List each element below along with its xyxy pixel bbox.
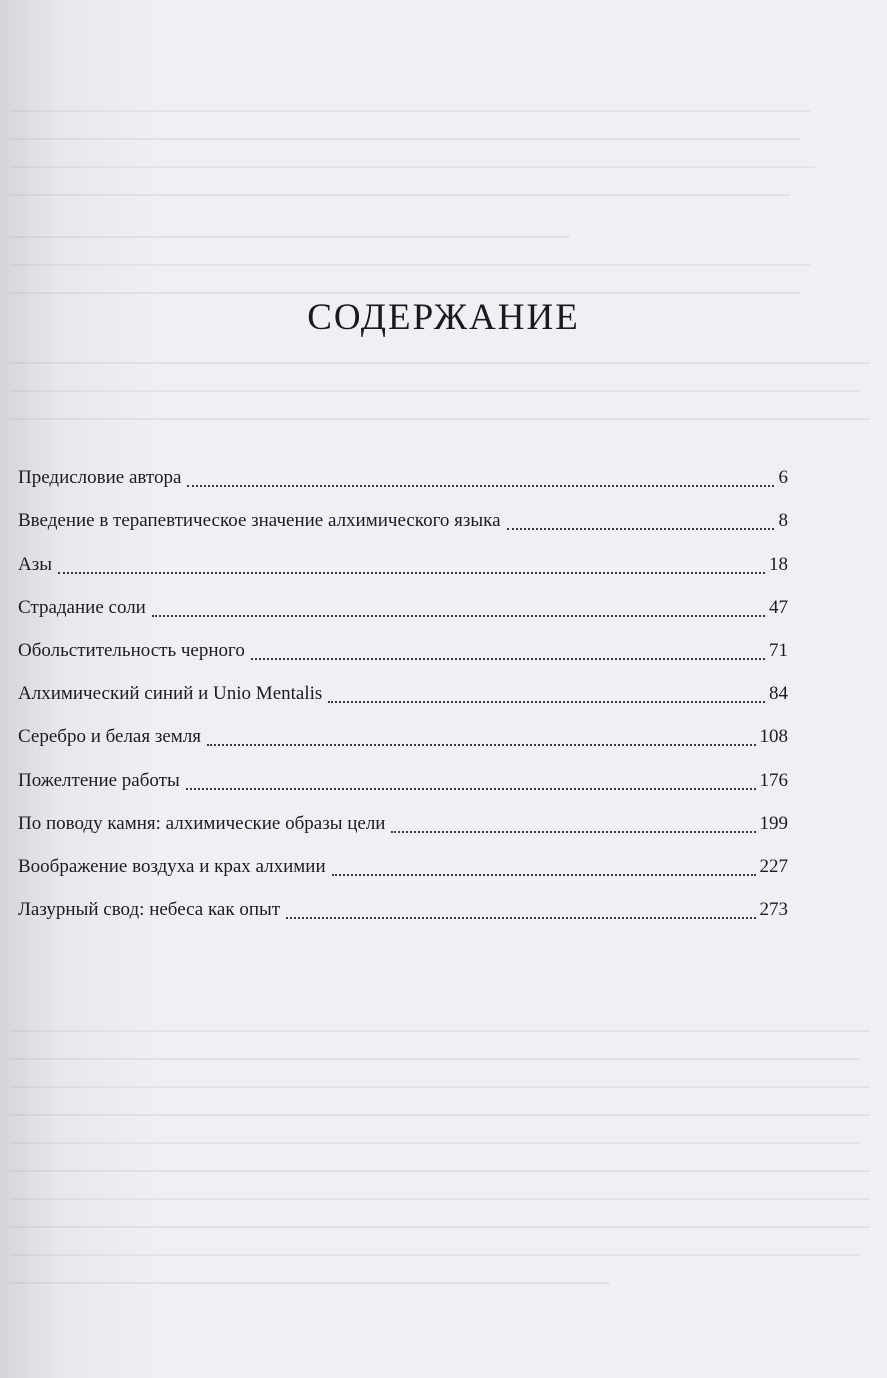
toc-entry-title: Предисловие автора: [18, 467, 182, 489]
toc-entry[interactable]: [18, 796, 788, 839]
dot-leader: [186, 788, 756, 790]
toc-entry[interactable]: [18, 709, 788, 752]
toc-entry-page: 18: [769, 553, 788, 575]
toc-entry[interactable]: [18, 882, 788, 925]
toc-entry[interactable]: [18, 536, 788, 579]
toc-entry-title: По поводу камня: алхимические образы цели: [18, 812, 386, 834]
dot-leader: [207, 744, 755, 746]
toc-entry-title: Серебро и белая земля: [18, 726, 202, 748]
toc-entry-title: Лазурный свод: небеса как опыт: [18, 899, 281, 921]
toc-entry-title: Обольстительность черного: [18, 639, 245, 661]
toc-entry-title: Алхимический синий и Unio Mentalis: [18, 683, 323, 705]
toc-entry[interactable]: [18, 450, 788, 493]
toc-entry-page: 84: [769, 683, 788, 705]
toc-entry-title: Пожелтение работы: [18, 769, 180, 791]
toc-entry[interactable]: [18, 839, 788, 882]
table-of-contents: [18, 450, 788, 925]
toc-entry-page: 71: [769, 639, 788, 661]
dot-leader: [391, 831, 755, 833]
toc-entry[interactable]: [18, 580, 788, 623]
toc-entry[interactable]: [18, 666, 788, 709]
toc-entry-title: Страдание соли: [18, 596, 146, 618]
page-title: СОДЕРЖАНИЕ: [307, 297, 580, 338]
toc-entry-page: 199: [759, 812, 788, 834]
toc-entry-page: 108: [759, 726, 788, 748]
toc-entry-title: Азы: [18, 553, 52, 575]
toc-entry[interactable]: [18, 752, 788, 795]
toc-entry-title: Воображение воздуха и крах алхимии: [18, 855, 326, 877]
dot-leader: [286, 917, 755, 919]
toc-entry-page: 47: [769, 596, 788, 618]
toc-entry-page: 273: [759, 899, 788, 921]
toc-entry-page: 227: [759, 855, 788, 877]
dot-leader: [187, 485, 774, 487]
dot-leader: [58, 572, 765, 574]
dot-leader: [507, 528, 774, 530]
dot-leader: [332, 874, 756, 876]
toc-entry-title: Введение в терапевтическое значение алхимического языка: [18, 510, 501, 532]
toc-entry-page: 176: [759, 769, 788, 791]
dot-leader: [328, 701, 765, 703]
toc-entry-page: 8: [778, 510, 788, 532]
dot-leader: [152, 615, 765, 617]
toc-entry[interactable]: [18, 493, 788, 536]
dot-leader: [251, 658, 765, 660]
toc-entry[interactable]: [18, 623, 788, 666]
toc-entry-page: 6: [778, 467, 788, 489]
